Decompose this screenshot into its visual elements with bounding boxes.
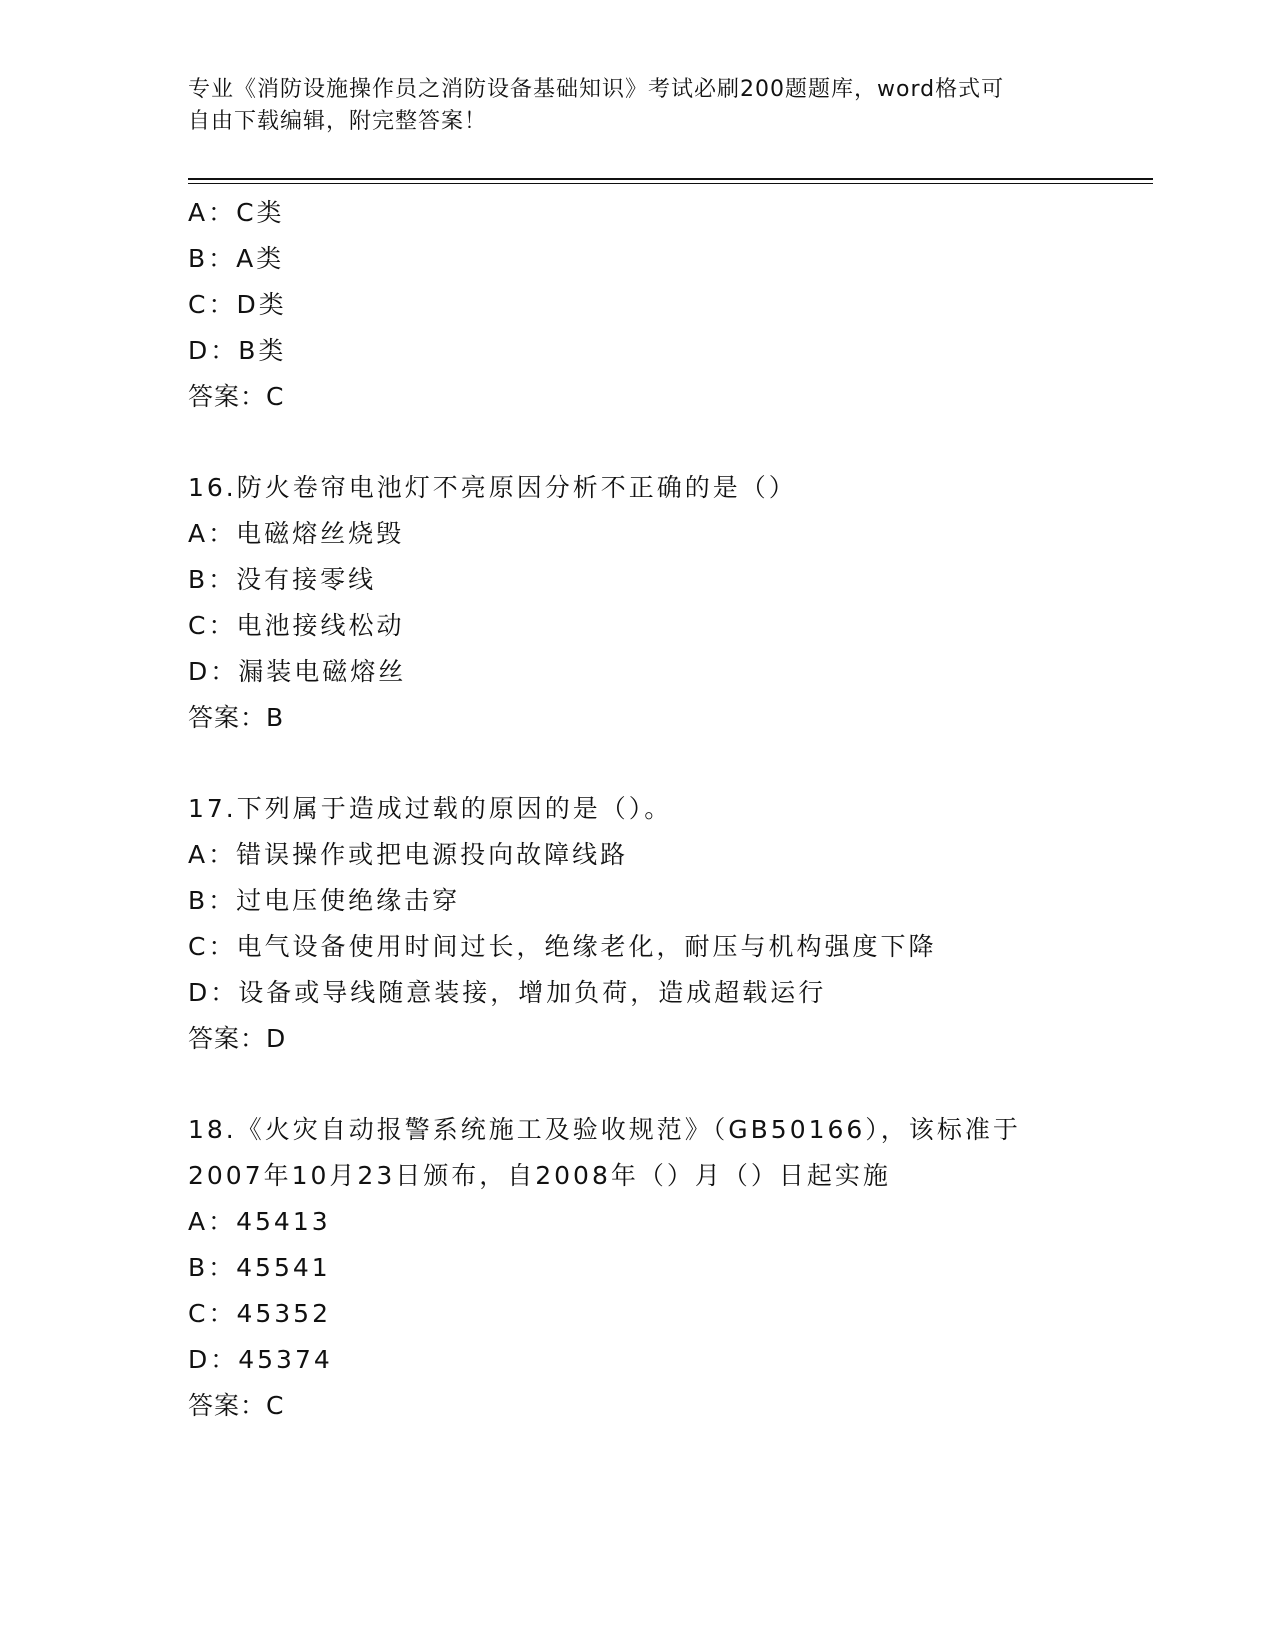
answer-line: 答案：B (188, 703, 285, 732)
option-d: D：设备或导线随意装接，增加负荷，造成超载运行 (188, 978, 827, 1007)
spacer (188, 1062, 1153, 1107)
spacer (188, 420, 1153, 465)
option-b: B：没有接零线 (188, 565, 377, 594)
option-b: B：45541 (188, 1253, 331, 1282)
question-block-15 (188, 190, 1153, 420)
option-c: C：电气设备使用时间过长，绝缘老化，耐压与机构强度下降 (188, 932, 937, 961)
question-content (188, 190, 1153, 1429)
option-a: A：C类 (188, 198, 285, 227)
option-b: B：A类 (188, 244, 285, 273)
spacer (188, 741, 1153, 786)
option-c: C：电池接线松动 (188, 611, 405, 640)
document-header (188, 74, 1088, 138)
option-a: A：错误操作或把电源投向故障线路 (188, 840, 629, 869)
question-block-17 (188, 786, 1153, 1062)
option-a: A：45413 (188, 1207, 331, 1236)
question-text: 16.防火卷帘电池灯不亮原因分析不正确的是（） (188, 473, 797, 502)
option-c: C：D类 (188, 290, 287, 319)
option-b: B：过电压使绝缘击穿 (188, 886, 461, 915)
answer-line: 答案：D (188, 1024, 287, 1053)
header-rule-thick (188, 178, 1153, 180)
question-text-line-2: 2007年10月23日颁布，自2008年（）月（）日起实施 (188, 1161, 891, 1190)
option-d: D：漏装电磁熔丝 (188, 657, 407, 686)
option-d: D：B类 (188, 336, 287, 365)
question-block-18 (188, 1107, 1153, 1429)
answer-line: 答案：C (188, 382, 285, 411)
header-rule-thin (188, 183, 1153, 184)
question-text: 17.下列属于造成过载的原因的是（）。 (188, 794, 673, 823)
header-line-1: 专业《消防设施操作员之消防设备基础知识》考试必刷200题题库，word格式可 (188, 77, 1005, 102)
question-block-16 (188, 465, 1153, 741)
question-text-line-1: 18.《火灾自动报警系统施工及验收规范》（GB50166），该标准于 (188, 1115, 1021, 1144)
answer-line: 答案：C (188, 1391, 285, 1420)
option-a: A：电磁熔丝烧毁 (188, 519, 405, 548)
option-d: D：45374 (188, 1345, 333, 1374)
option-c: C：45352 (188, 1299, 331, 1328)
header-line-2: 自由下载编辑，附完整答案！ (188, 109, 488, 134)
